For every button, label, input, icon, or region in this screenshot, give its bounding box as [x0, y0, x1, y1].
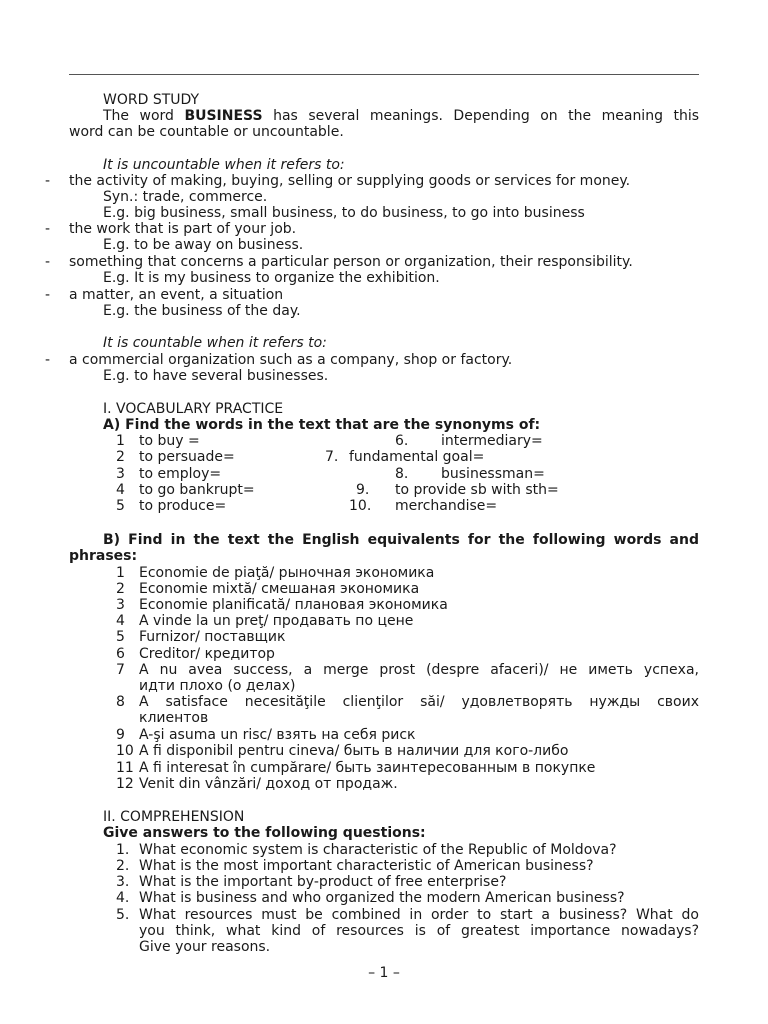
exercise-number: 7	[116, 662, 125, 678]
exercise-item: to employ=	[139, 466, 222, 482]
exercise-item: to buy =	[139, 433, 200, 449]
exercise-number: 6	[116, 646, 125, 662]
countable-label: It is countable when it refers to:	[103, 335, 327, 351]
exercise-item: fundamental goal=	[349, 449, 485, 465]
question-number: 3.	[116, 874, 130, 890]
bullet-dash: -	[45, 352, 51, 368]
exercise-number: 11	[116, 760, 134, 776]
example-line: E.g. big business, small business, to do business, to go into business	[103, 205, 585, 221]
exercise-item: Furnizor/ поставщик	[139, 629, 286, 645]
exercise-number: 4	[116, 613, 125, 629]
question-number: 1.	[116, 842, 130, 858]
exercise-number: 8.	[395, 466, 409, 482]
example-line: E.g. the business of the day.	[103, 303, 301, 319]
exercise-number: 10	[116, 743, 134, 759]
exercise-item: to provide sb with sth=	[395, 482, 559, 498]
intro-line-2: word can be countable or uncountable.	[69, 124, 344, 140]
intro-line-1: The word BUSINESS has several meanings. Depending on the meaning this	[103, 108, 699, 124]
exercise-item: A vinde la un preţ/ продавать по цене	[139, 613, 414, 629]
exercise-number: 9	[116, 727, 125, 743]
section-heading: WORD STUDY	[103, 92, 200, 108]
exercise-item-cont: клиентов	[139, 710, 209, 726]
exercise-number: 4	[116, 482, 125, 498]
exercise-b-title-cont: phrases:	[69, 548, 138, 564]
uncountable-meaning-2: the work that is part of your job.	[69, 221, 297, 237]
question-number: 5.	[116, 907, 130, 923]
exercise-item: to produce=	[139, 498, 227, 514]
keyword-business: BUSINESS	[184, 108, 263, 124]
page-number: – 1 –	[368, 965, 400, 981]
exercise-number: 1	[116, 565, 125, 581]
exercise-b-title: B) Find in the text the English equivalents for the following words and	[103, 532, 699, 548]
countable-meaning-1: a commercial organization such as a company, shop or factory.	[69, 352, 513, 368]
header-rule	[69, 74, 699, 75]
exercise-item-cont: идти плохо (о делах)	[139, 678, 296, 694]
question-text: What resources must be combined in order to start a business? What do	[139, 907, 699, 923]
exercise-item: A-şi asuma un risc/ взять на себя риск	[139, 727, 416, 743]
exercise-item: intermediary=	[441, 433, 543, 449]
question-text: What economic system is characteristic of the Republic of Moldova?	[139, 842, 617, 858]
exercise-item: A fi interesat în cumpărare/ быть заинтересованным в покупке	[139, 760, 596, 776]
exercise-item: Economie mixtă/ смешаная экономика	[139, 581, 420, 597]
vocab-title: I. VOCABULARY PRACTICE	[103, 401, 284, 417]
exercise-item: A satisface necesităţile clienţilor săi/ удовлетворять нужды своих	[139, 694, 699, 710]
exercise-number: 2	[116, 449, 125, 465]
bullet-dash: -	[45, 254, 51, 270]
exercise-item: A nu avea success, a merge prost (despre afaceri)/ не иметь успеха,	[139, 662, 699, 678]
exercise-number: 9.	[356, 482, 370, 498]
question-text-cont: you think, what kind of resources is of greatest importance nowadays?	[139, 923, 699, 939]
exercise-number: 6.	[395, 433, 409, 449]
exercise-number: 12	[116, 776, 134, 792]
exercise-number: 1	[116, 433, 125, 449]
exercise-item: A fi disponibil pentru cineva/ быть в наличии для кого-либо	[139, 743, 569, 759]
exercise-item: to go bankrupt=	[139, 482, 255, 498]
exercise-item: merchandise=	[395, 498, 498, 514]
exercise-number: 10.	[349, 498, 372, 514]
exercise-number: 3	[116, 466, 125, 482]
example-line: E.g. to be away on business.	[103, 237, 304, 253]
uncountable-label: It is uncountable when it refers to:	[103, 157, 345, 173]
exercise-a-title: A) Find the words in the text that are the synonyms of:	[103, 417, 541, 433]
question-text: What is business and who organized the modern American business?	[139, 890, 625, 906]
exercise-number: 5	[116, 629, 125, 645]
synonyms-line: Syn.: trade, commerce.	[103, 189, 268, 205]
exercise-item: Economie de piaţă/ рыночная экономика	[139, 565, 435, 581]
exercise-number: 7.	[325, 449, 339, 465]
question-text-cont: Give your reasons.	[139, 939, 271, 955]
example-line: E.g. It is my business to organize the exhibition.	[103, 270, 440, 286]
exercise-number: 8	[116, 694, 125, 710]
bullet-dash: -	[45, 173, 51, 189]
exercise-item: Economie planificată/ плановая экономика	[139, 597, 448, 613]
exercise-item: Creditor/ кредитор	[139, 646, 275, 662]
comprehension-title: II. COMPREHENSION	[103, 809, 245, 825]
comprehension-subtitle: Give answers to the following questions:	[103, 825, 426, 841]
uncountable-meaning-3: something that concerns a particular person or organization, their responsibility.	[69, 254, 633, 270]
question-number: 2.	[116, 858, 130, 874]
question-number: 4.	[116, 890, 130, 906]
exercise-number: 5	[116, 498, 125, 514]
exercise-number: 3	[116, 597, 125, 613]
bullet-dash: -	[45, 221, 51, 237]
exercise-number: 2	[116, 581, 125, 597]
bullet-dash: -	[45, 287, 51, 303]
exercise-item: businessman=	[441, 466, 545, 482]
uncountable-meaning-4: a matter, an event, a situation	[69, 287, 284, 303]
question-text: What is the important by-product of free enterprise?	[139, 874, 507, 890]
exercise-item: to persuade=	[139, 449, 235, 465]
uncountable-meaning-1: the activity of making, buying, selling or supplying goods or services for money.	[69, 173, 631, 189]
exercise-item: Venit din vânzări/ доход от продаж.	[139, 776, 398, 792]
example-line: E.g. to have several businesses.	[103, 368, 329, 384]
question-text: What is the most important characteristic of American business?	[139, 858, 594, 874]
